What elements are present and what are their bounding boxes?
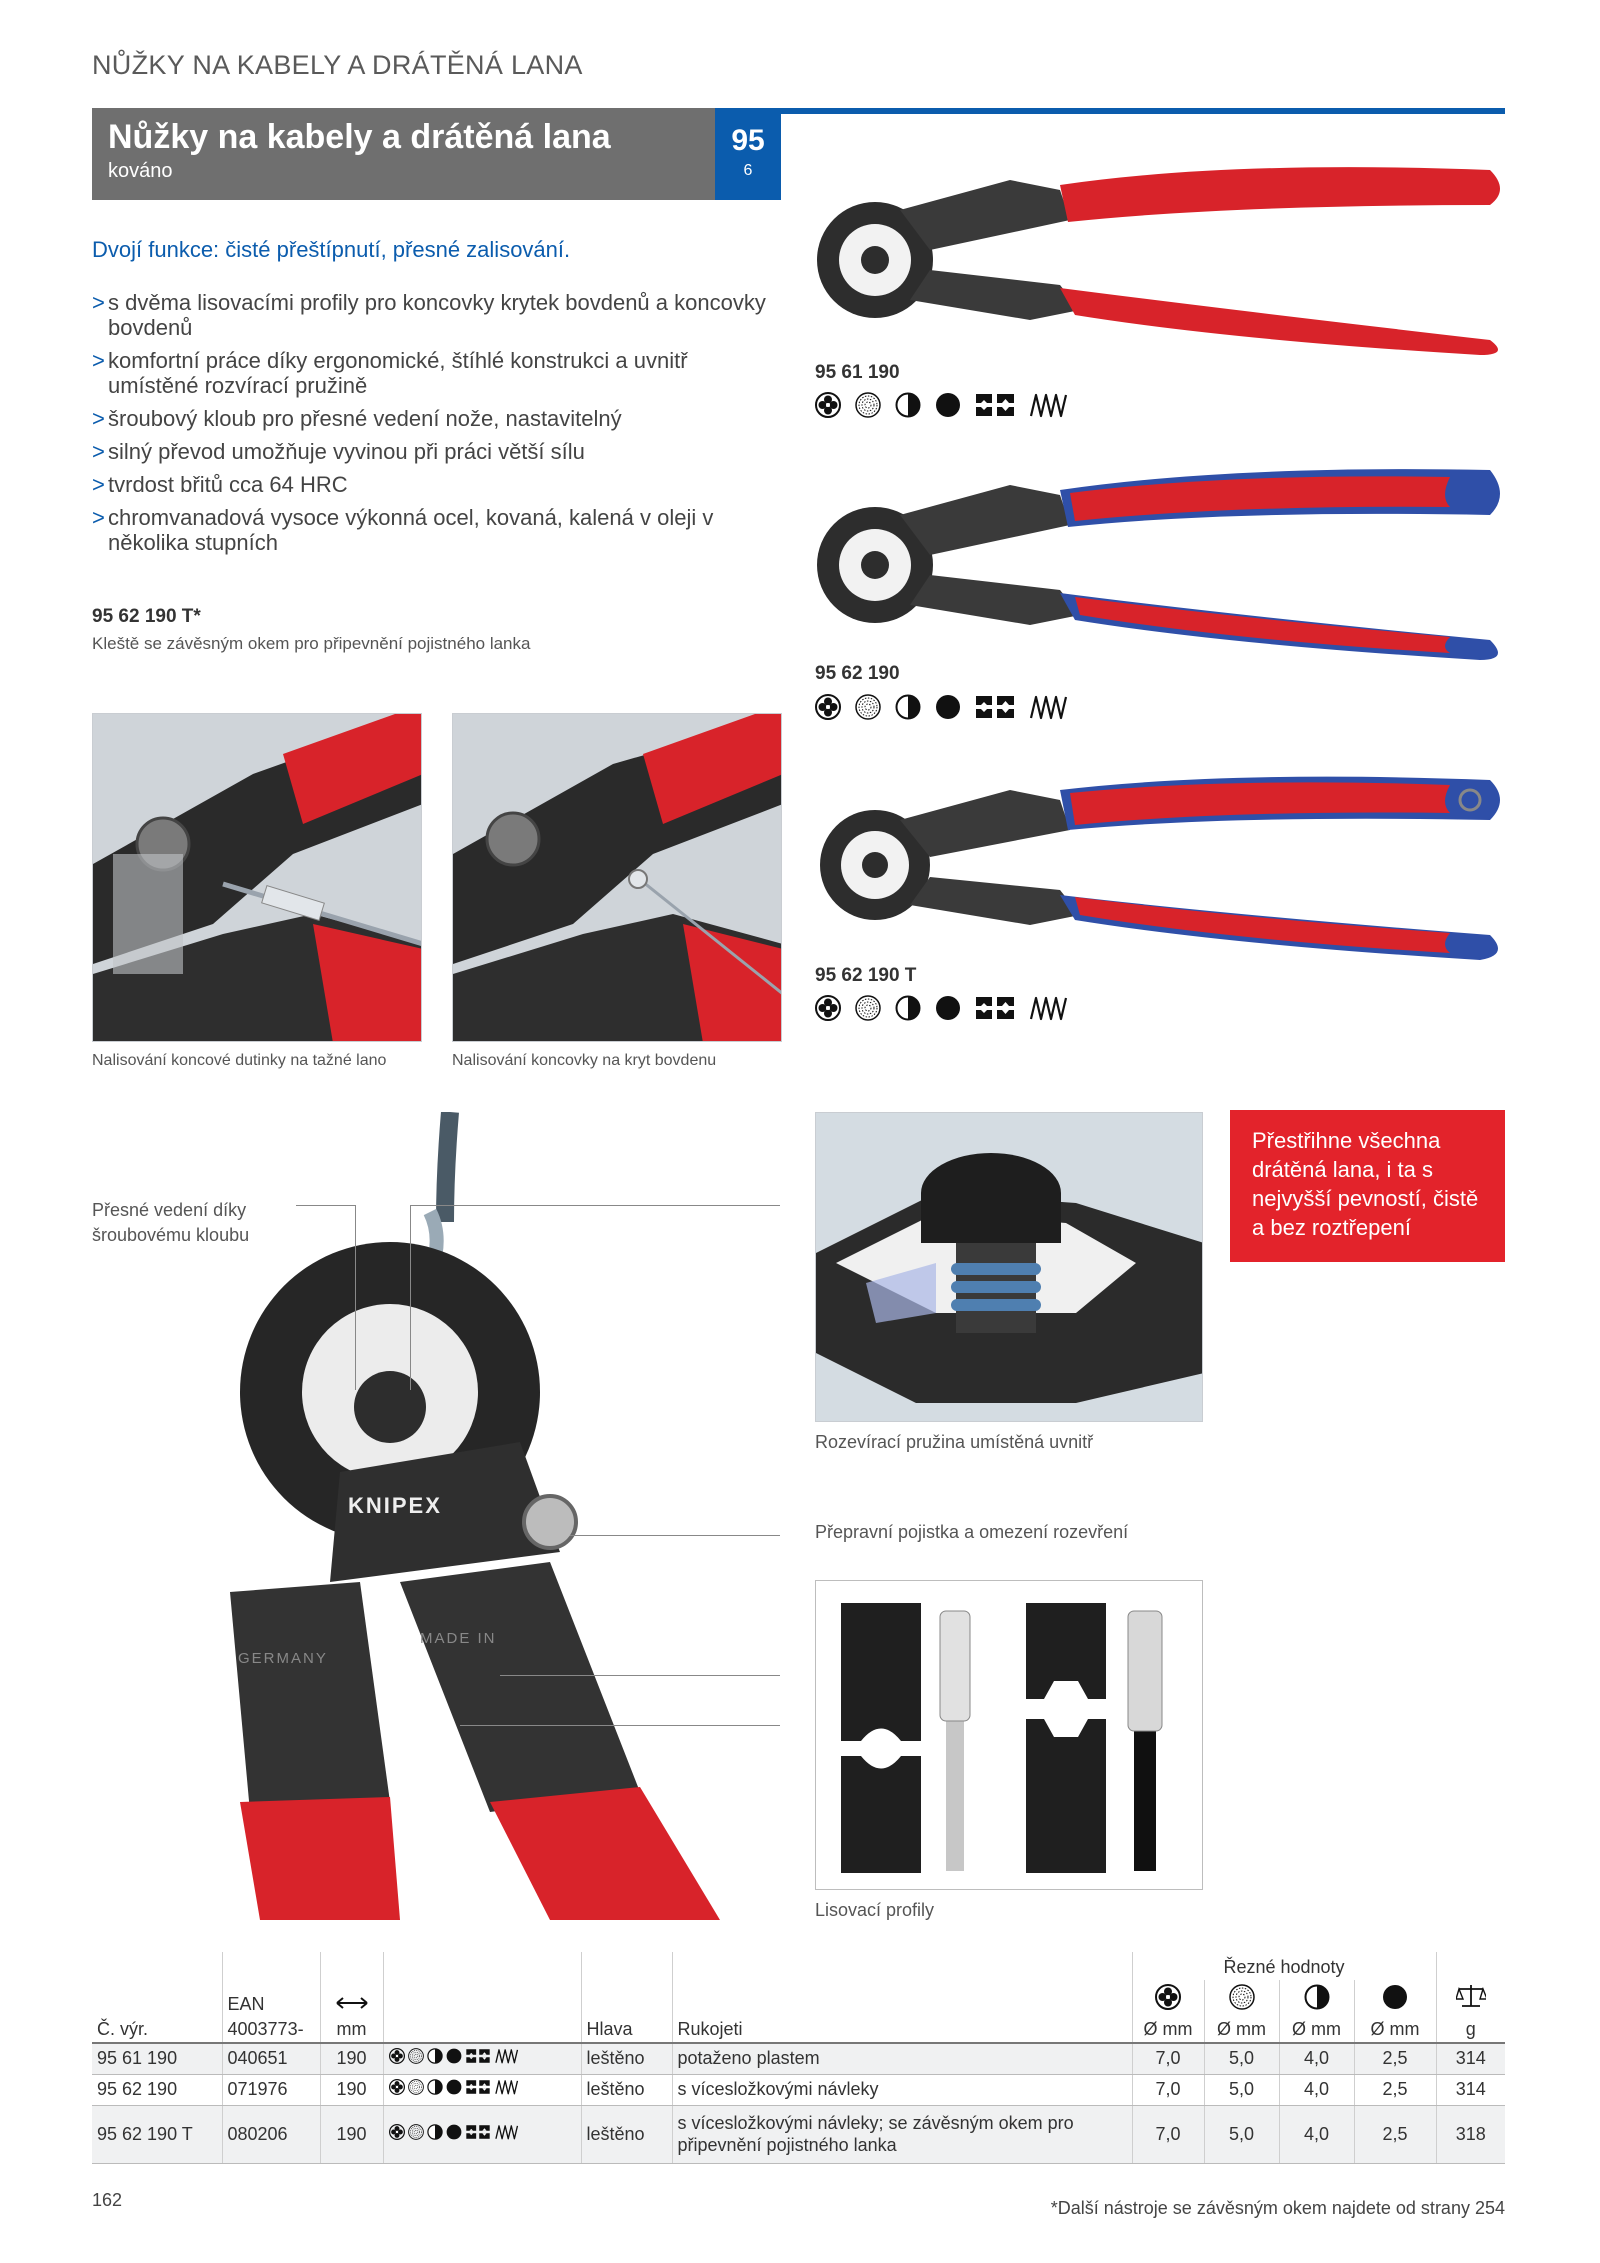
feature-item: > tvrdost břitů cca 64 HRC [92,472,348,497]
medium-hard-wire-icon [895,694,921,720]
guide-caption: Přesné vedení díky šroubovému kloubu [92,1200,250,1245]
section-title: NŮŽKY NA KABELY A DRÁTĚNÁ LANA [92,50,583,80]
hard-wire-icon [935,392,961,418]
head-header: Hlava [581,2017,672,2043]
leader-line [570,1535,780,1536]
product-code: 95 61 190 [815,362,900,383]
spring-icon [1029,392,1069,418]
handles-header: Rukojeti [672,2017,1132,2043]
stranded-wire-icon [815,694,841,720]
table-row: 95 61 190 040651 190 leštěno potaženo plastem 7,0 5,0 4,0 2,5 314 [92,2043,1505,2074]
medium-hard-wire-icon [427,2048,443,2064]
fine-strand-wire-icon [408,2079,424,2095]
hard-wire-icon [935,995,961,1021]
stranded-wire-icon [815,392,841,418]
crimp-profile-icon [465,2124,491,2140]
medium-hard-wire-icon [895,392,921,418]
medium-hard-wire-icon [427,2124,443,2140]
page-number: 162 [92,2190,123,2210]
profiles-caption: Lisovací profily [815,1900,935,1920]
fine-strand-wire-icon [1229,1984,1255,2010]
product-subtitle: kováno [108,160,173,182]
feature-item: > s dvěma lisovacími profily pro koncovky krytek bovdenů a koncovky bovdenů [92,290,766,340]
chapter-badge [715,108,781,200]
fine-strand-wire-icon [408,2048,424,2064]
spring-caption: Rozevírací pružina umístěná uvnitř [815,1432,1094,1452]
spring-icon [1029,694,1069,720]
feature-item: > šroubový kloub pro přesné vedení nože, nastavitelný [92,406,622,431]
product-image-95-62-190 [810,455,1510,665]
spec-table [92,1952,1505,2164]
hard-wire-icon [446,2079,462,2095]
bullet-arrow-icon: > [92,290,105,315]
tool-made-in-print: MADE IN [420,1630,497,1647]
length-arrows-icon [335,1996,369,2010]
article-header: Č. výr. [92,2017,222,2043]
crimp-photo-right [452,713,782,1042]
crimp-left-caption: Nalisování koncové dutinky na tažné lano [92,1052,387,1069]
product-icons-row [815,392,1069,418]
spring-icon [1029,995,1069,1021]
hard-wire-icon [1382,1984,1408,2010]
unit-header: Ø mm [1204,2017,1279,2043]
bullet-arrow-icon: > [92,406,105,431]
crimp-profile-icon [975,392,1015,418]
table-row: 95 62 190 071976 190 leštěno s vícesložkovými návleky 7,0 5,0 4,0 2,5 314 [92,2074,1505,2105]
medium-hard-wire-icon [895,995,921,1021]
cutting-values-header: Řezné hodnoty [1132,1952,1436,1980]
promo-box: Přestřihne všechna drátěná lana, i ta s nejvyšší pevností, čistě a bez roztřepení [1230,1110,1505,1262]
crimp-profiles-image [815,1580,1203,1890]
leader-line [460,1725,780,1726]
length-unit-header: mm [320,2017,383,2043]
feature-item: > komfortní práce díky ergonomické, štíhlé konstrukci a uvnitř umístěné rozvírací pružině [92,348,688,398]
tagline: Dvojí funkce: čisté přeštípnutí, přesné zalisování. [92,237,571,262]
crimp-profile-icon [465,2048,491,2064]
product-icons-row [815,694,1069,720]
stranded-wire-icon [815,995,841,1021]
bullet-arrow-icon: > [92,472,105,497]
feature-list [92,290,782,563]
product-icons-row [815,995,1069,1021]
note-code: 95 62 190 T* [92,606,201,627]
product-title: Nůžky na kabely a drátěná lana [108,118,611,156]
unit-header: Ø mm [1279,2017,1354,2043]
footnote: *Další nástroje se závěsným okem najdete od strany 254 [1050,2198,1505,2218]
table-row: 95 62 190 T 080206 190 leštěno s vícesložkovými návleky; se závěsným okem pro připevnění pojistného lanka 7,0 5,0 4,0 2,5 318 [92,2105,1505,2163]
crimp-profile-icon [975,995,1015,1021]
tool-germany-print: GERMANY [238,1650,328,1667]
fine-strand-wire-icon [855,995,881,1021]
spring-icon [494,2079,520,2095]
spring-icon [494,2124,520,2140]
bullet-arrow-icon: > [92,348,105,373]
weight-scale-icon [1456,1982,1486,2010]
bullet-arrow-icon: > [92,505,105,530]
hard-wire-icon [446,2048,462,2064]
weight-unit-header: g [1436,2017,1505,2043]
crimp-profile-icon [465,2079,491,2095]
header-rule [715,108,1505,114]
ean-header: EAN [222,1980,320,2017]
fine-strand-wire-icon [855,392,881,418]
spring-icon [494,2048,520,2064]
leader-line [500,1675,780,1676]
chapter-sub: 6 [743,162,753,179]
crimp-profile-icon [975,694,1015,720]
fine-strand-wire-icon [408,2124,424,2140]
hard-wire-icon [935,694,961,720]
stranded-wire-icon [389,2079,405,2095]
stranded-wire-icon [1155,1984,1181,2010]
bullet-arrow-icon: > [92,439,105,464]
note-text: Kleště se závěsným okem pro připevnění pojistného lanka [92,634,531,653]
stranded-wire-icon [389,2048,405,2064]
stranded-wire-icon [389,2124,405,2140]
leader-line [410,1205,780,1206]
unit-header: Ø mm [1354,2017,1436,2043]
medium-hard-wire-icon [1304,1984,1330,2010]
chapter-number: 95 [731,124,765,157]
spring-cutaway-image [815,1112,1203,1422]
feature-item: > silný převod umožňuje vyvinou při práci větší sílu [92,439,585,464]
unit-header: Ø mm [1132,2017,1204,2043]
product-image-95-62-190-t [810,765,1510,965]
leader-line [296,1205,356,1206]
tool-closeup-illustration [220,1112,750,1920]
feature-item: > chromvanadová vysoce výkonná ocel, kovaná, kalená v oleji v několika stupních [92,505,714,555]
product-image-95-61-190 [810,150,1510,360]
leader-line [410,1205,411,1390]
hard-wire-icon [446,2124,462,2140]
ean-prefix-header: 4003773- [222,2017,320,2043]
tool-brand-print: KNIPEX [348,1493,442,1518]
crimp-photo-left [92,713,422,1042]
leader-line [355,1205,356,1390]
lock-caption: Přepravní pojistka a omezení rozevření [815,1522,1129,1542]
crimp-right-caption: Nalisování koncovky na kryt bovdenu [452,1052,717,1069]
product-code: 95 62 190 [815,663,900,684]
medium-hard-wire-icon [427,2079,443,2095]
fine-strand-wire-icon [855,694,881,720]
product-code: 95 62 190 T [815,965,917,986]
